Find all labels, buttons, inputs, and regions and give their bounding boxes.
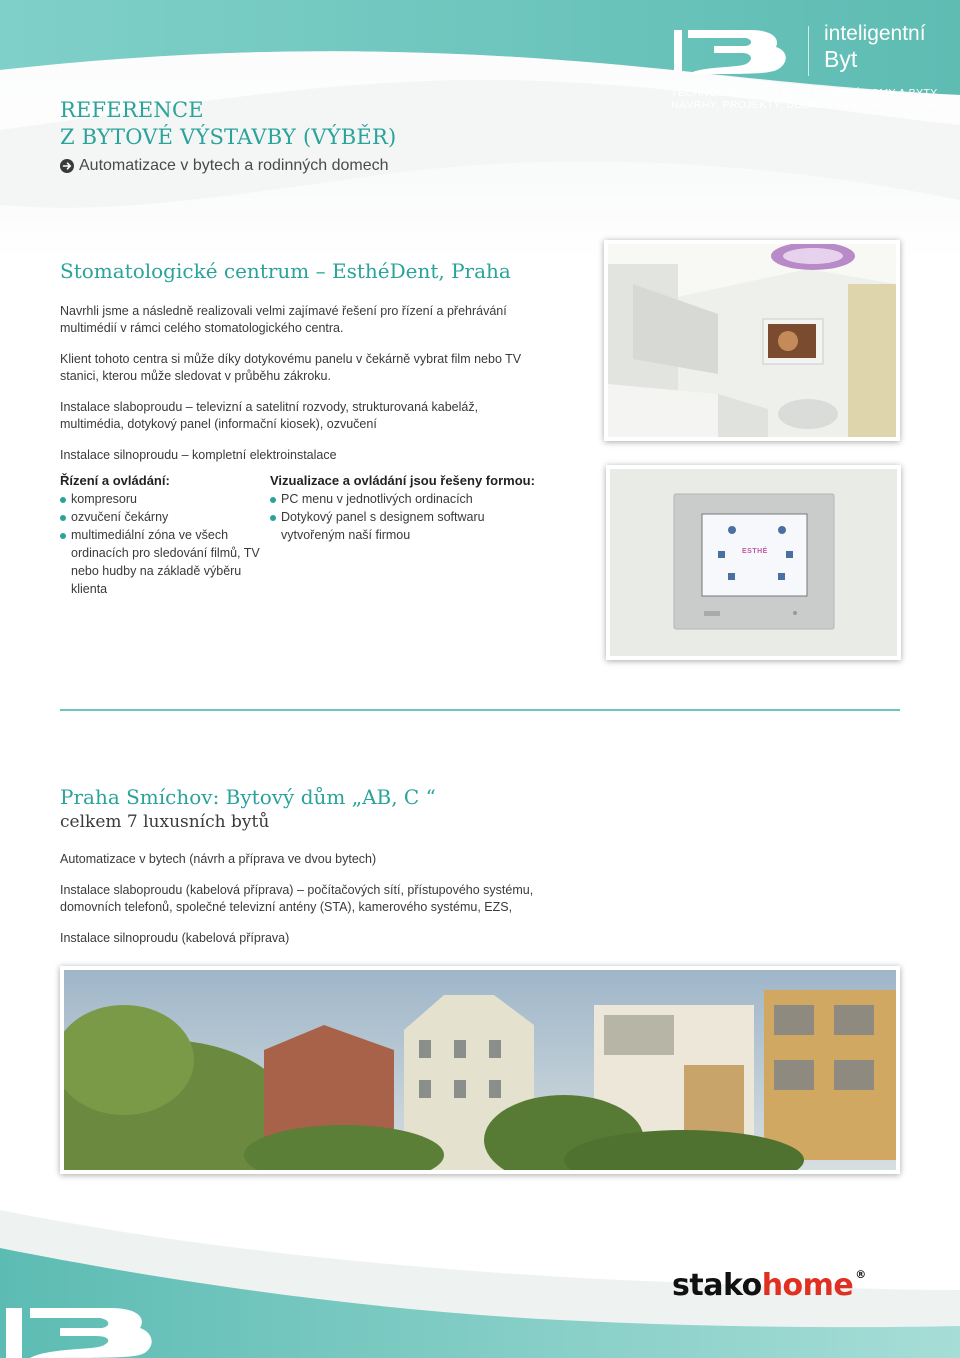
tagline-line1: TECHNOLOGIE PRO INTELIGENTNÍ DOMY A BYTY bbox=[671, 87, 938, 99]
dental-room-photo bbox=[604, 240, 900, 441]
stakohome-logo-part2: home bbox=[761, 1268, 854, 1303]
section1-paragraph4: Instalace silnoproudu – kompletní elektroinstalace bbox=[60, 448, 337, 462]
list-item: ozvučení čekárny bbox=[60, 508, 260, 526]
list-item: PC menu v jednotlivých ordinacích bbox=[270, 490, 545, 508]
list-item: Dotykový panel s designem softwaru vytvořeným naší firmou bbox=[270, 508, 545, 544]
brand-logo-mark bbox=[668, 20, 800, 80]
page-title-line2: Z BYTOVÉ VÝSTAVBY (VÝBĚR) bbox=[60, 125, 397, 149]
control-list-items bbox=[60, 490, 260, 598]
section2-text bbox=[60, 851, 580, 947]
arrow-right-icon bbox=[60, 159, 74, 173]
visualization-list bbox=[270, 473, 545, 544]
logo-separator bbox=[808, 26, 809, 76]
page-subtitle bbox=[60, 157, 389, 175]
page-subtitle-text: Automatizace v bytech a rodinných domech bbox=[79, 157, 389, 174]
registered-mark: ® bbox=[855, 1268, 866, 1281]
section2-paragraph3: Instalace silnoproudu (kabelová příprava) bbox=[60, 931, 290, 945]
touch-panel-photo bbox=[606, 465, 901, 660]
brand-name-line1: inteligentní bbox=[824, 22, 926, 45]
section2-subtitle: celkem 7 luxusních bytů bbox=[60, 812, 270, 832]
building-rendering-photo bbox=[60, 966, 900, 1174]
section2-title: Praha Smíchov: Bytový dům „AB, C “ bbox=[60, 785, 436, 809]
section1-paragraph3: Instalace slaboproudu – televizní a satelitní rozvody, strukturovaná kabeláž, multimédia, dotykový panel (informační kiosek), ozvučení bbox=[60, 400, 479, 431]
section1-paragraph1: Navrhli jsme a následně realizovali velmi zajímavé řešení pro řízení a přehrávání multimédií v rámci celého stomatologického centra. bbox=[60, 304, 507, 335]
control-list bbox=[60, 473, 260, 598]
section1-title: Stomatologické centrum – EsthéDent, Praha bbox=[60, 259, 511, 283]
brand-tagline bbox=[671, 87, 954, 111]
stakohome-logo bbox=[672, 1268, 866, 1303]
visualization-list-items bbox=[270, 490, 545, 544]
section2-paragraph2: Instalace slaboproudu (kabelová příprava) – počítačových sítí, přístupového systému, domovních telefonů, společné televizní antény (STA), kamerového systému, EZS, bbox=[60, 883, 534, 914]
footer-logo-mark bbox=[0, 1290, 160, 1358]
stakohome-logo-part1: stako bbox=[672, 1268, 762, 1303]
section2-paragraph1: Automatizace v bytech (návrh a příprava ve dvou bytech) bbox=[60, 852, 377, 866]
section-divider bbox=[60, 709, 900, 711]
section1-paragraph2: Klient tohoto centra si může díky dotykovému panelu v čekárně vybrat film nebo TV stanici, kterou může sledovat v průběhu zákroku. bbox=[60, 352, 522, 383]
list-item: multimediální zóna ve všech ordinacích pro sledování filmů, TV nebo hudby na základě výběru klienta bbox=[60, 526, 260, 598]
tagline-line2: NÁVRHY, PROJEKTY, DODÁVKY, INSTALACE, SERVIS bbox=[671, 99, 955, 111]
page-title-line1: REFERENCE bbox=[60, 98, 204, 122]
page-title bbox=[60, 97, 396, 151]
section1-text bbox=[60, 303, 530, 464]
control-list-heading: Řízení a ovládání: bbox=[60, 473, 170, 488]
panel-screen-logo: ESTHÉ bbox=[742, 548, 768, 555]
list-item: kompresoru bbox=[60, 490, 260, 508]
brand-name-line2: Byt bbox=[824, 46, 858, 72]
visualization-list-heading: Vizualizace a ovládání jsou řešeny formou: bbox=[270, 473, 535, 488]
